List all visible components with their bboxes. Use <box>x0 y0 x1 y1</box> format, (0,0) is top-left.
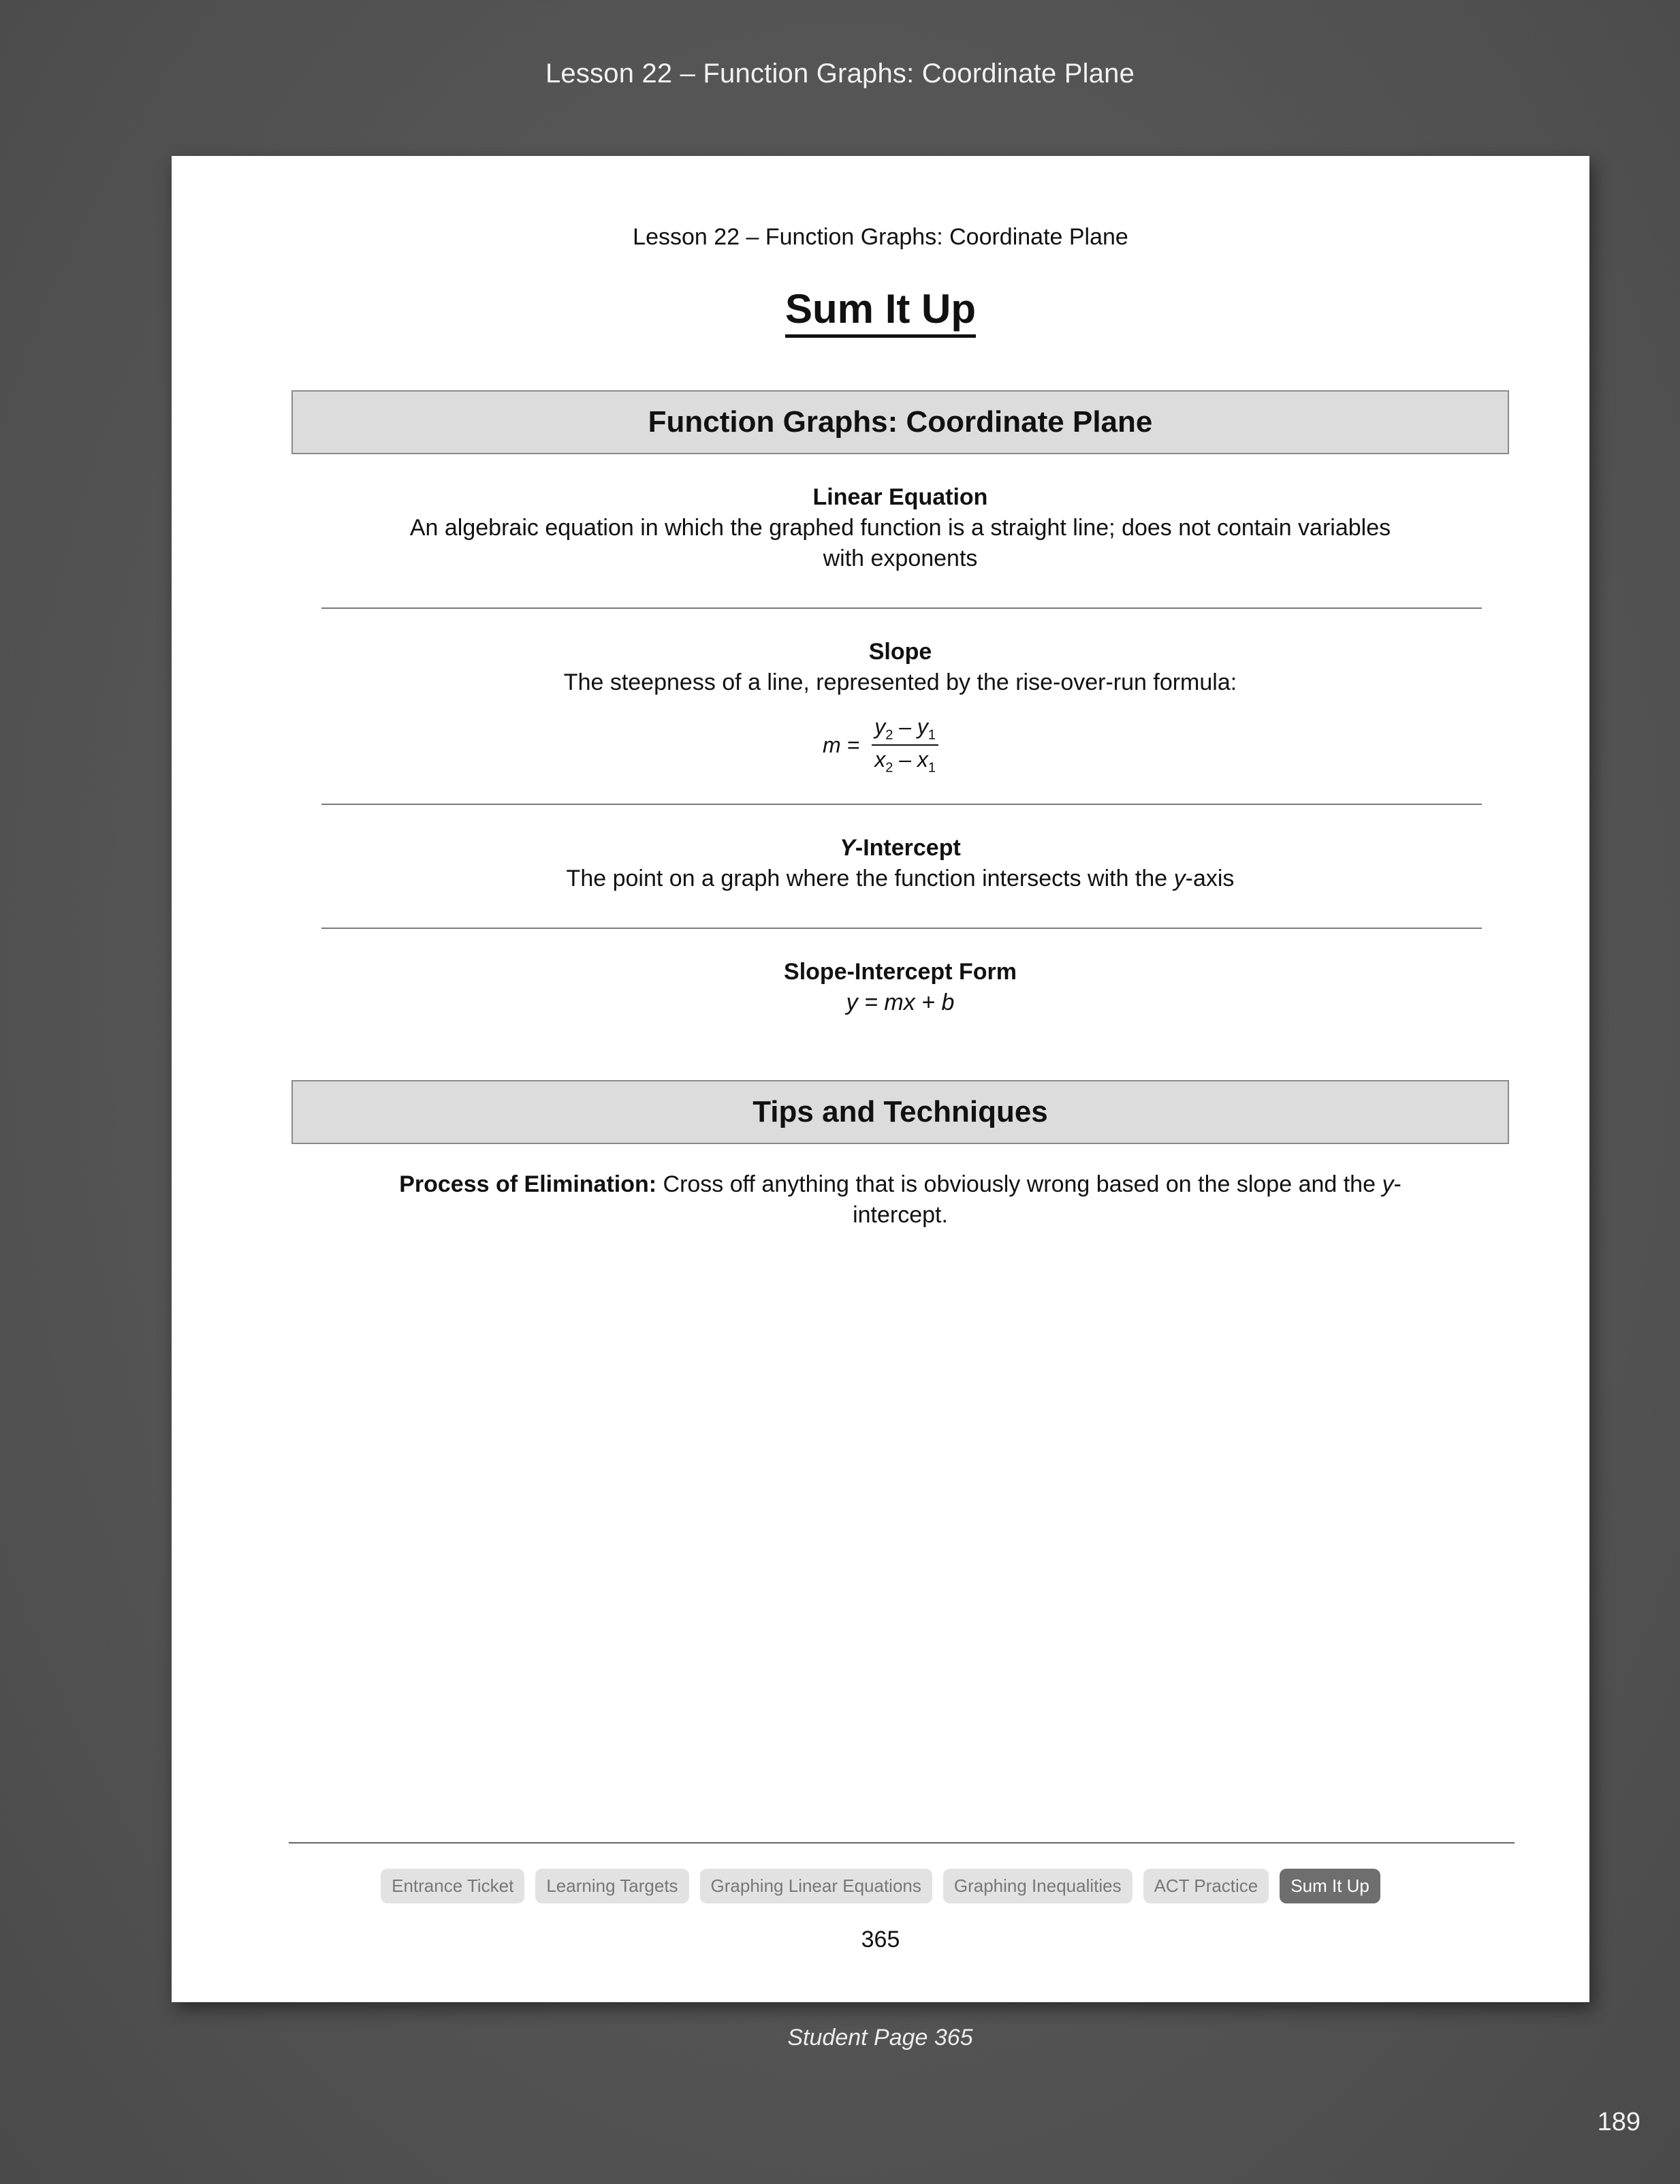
lesson-nav <box>172 1869 1589 1903</box>
term-formula: y = mx + b <box>846 990 955 1015</box>
section-header-tips: Tips and Techniques <box>291 1080 1509 1144</box>
formula-sub: 2 <box>885 760 893 776</box>
page-caption: Student Page 365 <box>787 2025 973 2051</box>
tip-text: Cross off anything that is obviously wrong based on the slope and the <box>656 1171 1382 1197</box>
footer-divider <box>289 1842 1515 1843</box>
term-slope <box>321 637 1479 698</box>
formula-var: x <box>917 747 928 772</box>
term-title <box>321 833 1479 864</box>
formula-sub: 1 <box>928 727 936 743</box>
formula-var: x <box>874 747 886 772</box>
term-title: Linear Equation <box>812 484 988 510</box>
term-title-rest: -Intercept <box>855 835 961 861</box>
formula-op: – <box>893 747 917 772</box>
nav-graphing-linear-equations[interactable]: Graphing Linear Equations <box>700 1869 932 1903</box>
definition-text: -axis <box>1185 866 1235 891</box>
term-definition: The steepness of a line, represented by the rise-over-run formula: <box>563 669 1237 695</box>
definition-italic: y <box>1173 866 1186 891</box>
term-title: Slope <box>868 639 932 665</box>
formula-sub: 2 <box>885 727 893 743</box>
page-title-text: Sum It Up <box>785 286 976 338</box>
nav-learning-targets[interactable]: Learning Targets <box>535 1869 688 1903</box>
divider <box>321 804 1482 805</box>
nav-graphing-inequalities[interactable]: Graphing Inequalities <box>943 1869 1132 1903</box>
nav-act-practice[interactable]: ACT Practice <box>1143 1869 1269 1903</box>
formula-numerator <box>872 714 938 746</box>
term-y-intercept <box>321 833 1479 894</box>
book-page-number: 189 <box>1597 2108 1641 2136</box>
formula-var: y <box>874 714 886 739</box>
lesson-header: Lesson 22 – Function Graphs: Coordinate Plane <box>633 224 1128 250</box>
section-header-function-graphs: Function Graphs: Coordinate Plane <box>291 390 1509 454</box>
student-page <box>172 156 1589 2002</box>
tip-label: Process of Elimination: <box>399 1171 657 1197</box>
term-definition <box>321 864 1479 894</box>
tip-text: -intercept. <box>853 1171 1401 1228</box>
formula-lhs: m = <box>822 732 860 757</box>
page-title <box>172 285 1589 332</box>
slope-formula <box>172 714 1589 776</box>
term-linear-equation <box>321 482 1479 574</box>
formula-op: – <box>893 714 917 739</box>
tip-italic: y <box>1382 1171 1394 1197</box>
formula-sub: 1 <box>928 760 936 776</box>
term-definition: An algebraic equation in which the graphed function is a straight line; does not contain variables with exponents <box>409 515 1391 571</box>
divider <box>321 928 1482 929</box>
term-slope-intercept-form <box>321 957 1479 1018</box>
term-title-italic: Y <box>840 835 855 861</box>
formula-var: y <box>917 714 928 739</box>
term-title: Slope-Intercept Form <box>784 959 1017 985</box>
definition-text: The point on a graph where the function intersects with the <box>566 866 1174 891</box>
student-page-number: 365 <box>861 1927 900 1952</box>
divider <box>321 607 1482 609</box>
formula-denominator <box>872 746 938 776</box>
tip-process-of-elimination <box>321 1169 1479 1231</box>
formula-fraction <box>872 714 938 776</box>
nav-entrance-ticket[interactable]: Entrance Ticket <box>381 1869 524 1903</box>
top-title: Lesson 22 – Function Graphs: Coordinate Plane <box>545 59 1135 89</box>
nav-sum-it-up[interactable]: Sum It Up <box>1280 1869 1380 1903</box>
